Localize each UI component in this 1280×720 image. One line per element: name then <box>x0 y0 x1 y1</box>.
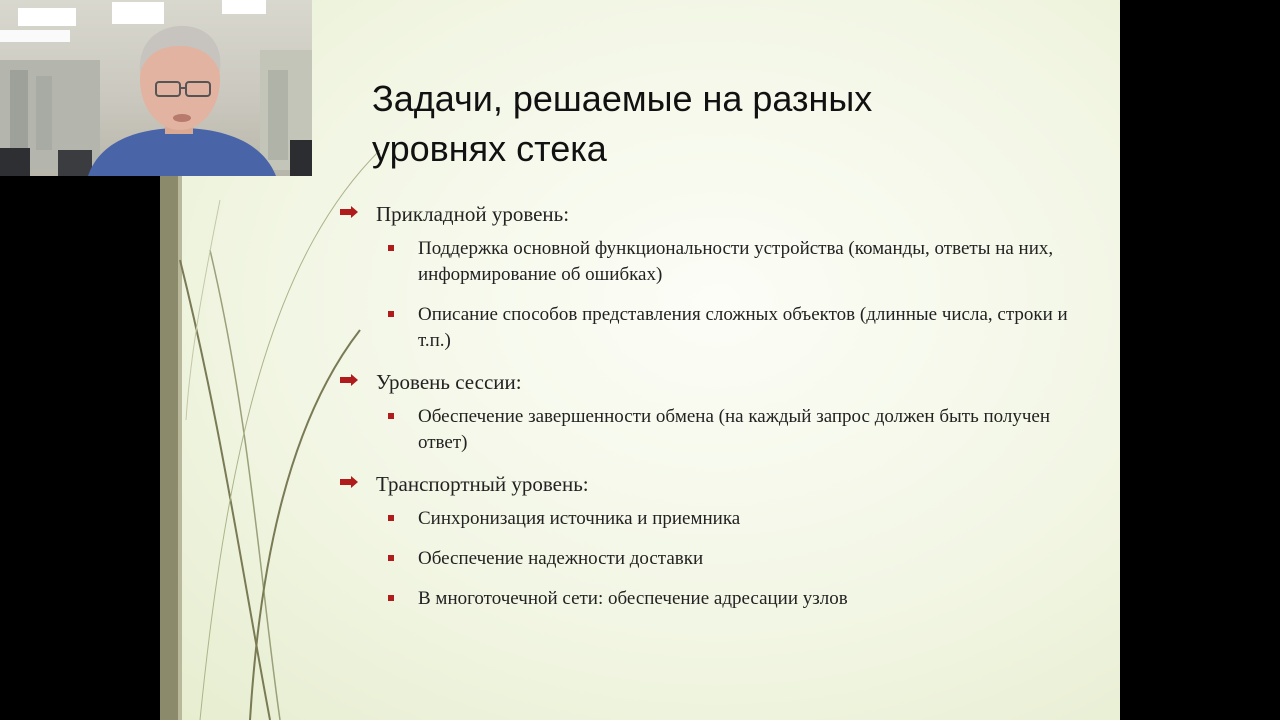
monitor <box>0 148 30 176</box>
sub-bullet-text: В многоточечной сети: обеспечение адресации узлов <box>418 588 848 609</box>
sub-bullet-list <box>376 236 1100 354</box>
ceiling-light <box>222 0 266 14</box>
arrow-bullet-icon <box>340 206 358 218</box>
bullet-text: Уровень сессии: <box>376 370 522 394</box>
sub-bullet-text: Обеспечение завершенности обмена (на каждый запрос должен быть получен ответ) <box>418 406 1051 453</box>
presenter-video <box>0 0 312 176</box>
bullet-item <box>340 470 1100 612</box>
sub-bullet-item <box>376 404 1100 456</box>
window-blind <box>36 76 52 150</box>
ceiling-light <box>18 8 76 26</box>
side-bar <box>160 176 178 720</box>
square-bullet-icon <box>388 413 394 419</box>
presenter-mouth <box>173 114 191 122</box>
bullet-item <box>340 200 1100 354</box>
sub-bullet-item <box>376 236 1100 288</box>
bullet-text: Транспортный уровень: <box>376 472 589 496</box>
webcam-overlay <box>0 0 312 176</box>
square-bullet-icon <box>388 245 394 251</box>
bullet-list <box>340 200 1100 626</box>
arrow-bullet-icon <box>340 476 358 488</box>
square-bullet-icon <box>388 555 394 561</box>
monitor <box>290 140 312 176</box>
sub-bullet-text: Описание способов представления сложных объектов (длинные числа, строки и т.п.) <box>418 304 1068 351</box>
bullet-item <box>340 368 1100 456</box>
sub-bullet-item <box>376 546 1100 572</box>
sub-bullet-list <box>376 404 1100 456</box>
deco-curve <box>210 250 280 720</box>
sub-bullet-item <box>376 506 1100 532</box>
sub-bullet-list <box>376 506 1100 612</box>
sub-bullet-text: Обеспечение надежности доставки <box>418 548 704 569</box>
ceiling-light <box>112 2 164 24</box>
bullet-text: Прикладной уровень: <box>376 202 570 226</box>
square-bullet-icon <box>388 311 394 317</box>
presenter-shirt <box>88 128 276 176</box>
side-bar-edge <box>178 176 182 720</box>
sub-bullet-item <box>376 302 1100 354</box>
square-bullet-icon <box>388 595 394 601</box>
sub-bullet-item <box>376 586 1100 612</box>
monitor <box>58 150 92 176</box>
window-blind <box>268 70 288 160</box>
slide-title: Задачи, решаемые на разных уровнях стека <box>372 78 873 169</box>
arrow-bullet-icon <box>340 374 358 386</box>
window-blind <box>10 70 28 150</box>
ceiling-light <box>0 30 70 42</box>
square-bullet-icon <box>388 515 394 521</box>
sub-bullet-text: Синхронизация источника и приемника <box>418 508 741 529</box>
sub-bullet-text: Поддержка основной функциональности устройства (команды, ответы на них, информирование об ошибках) <box>418 238 1054 285</box>
